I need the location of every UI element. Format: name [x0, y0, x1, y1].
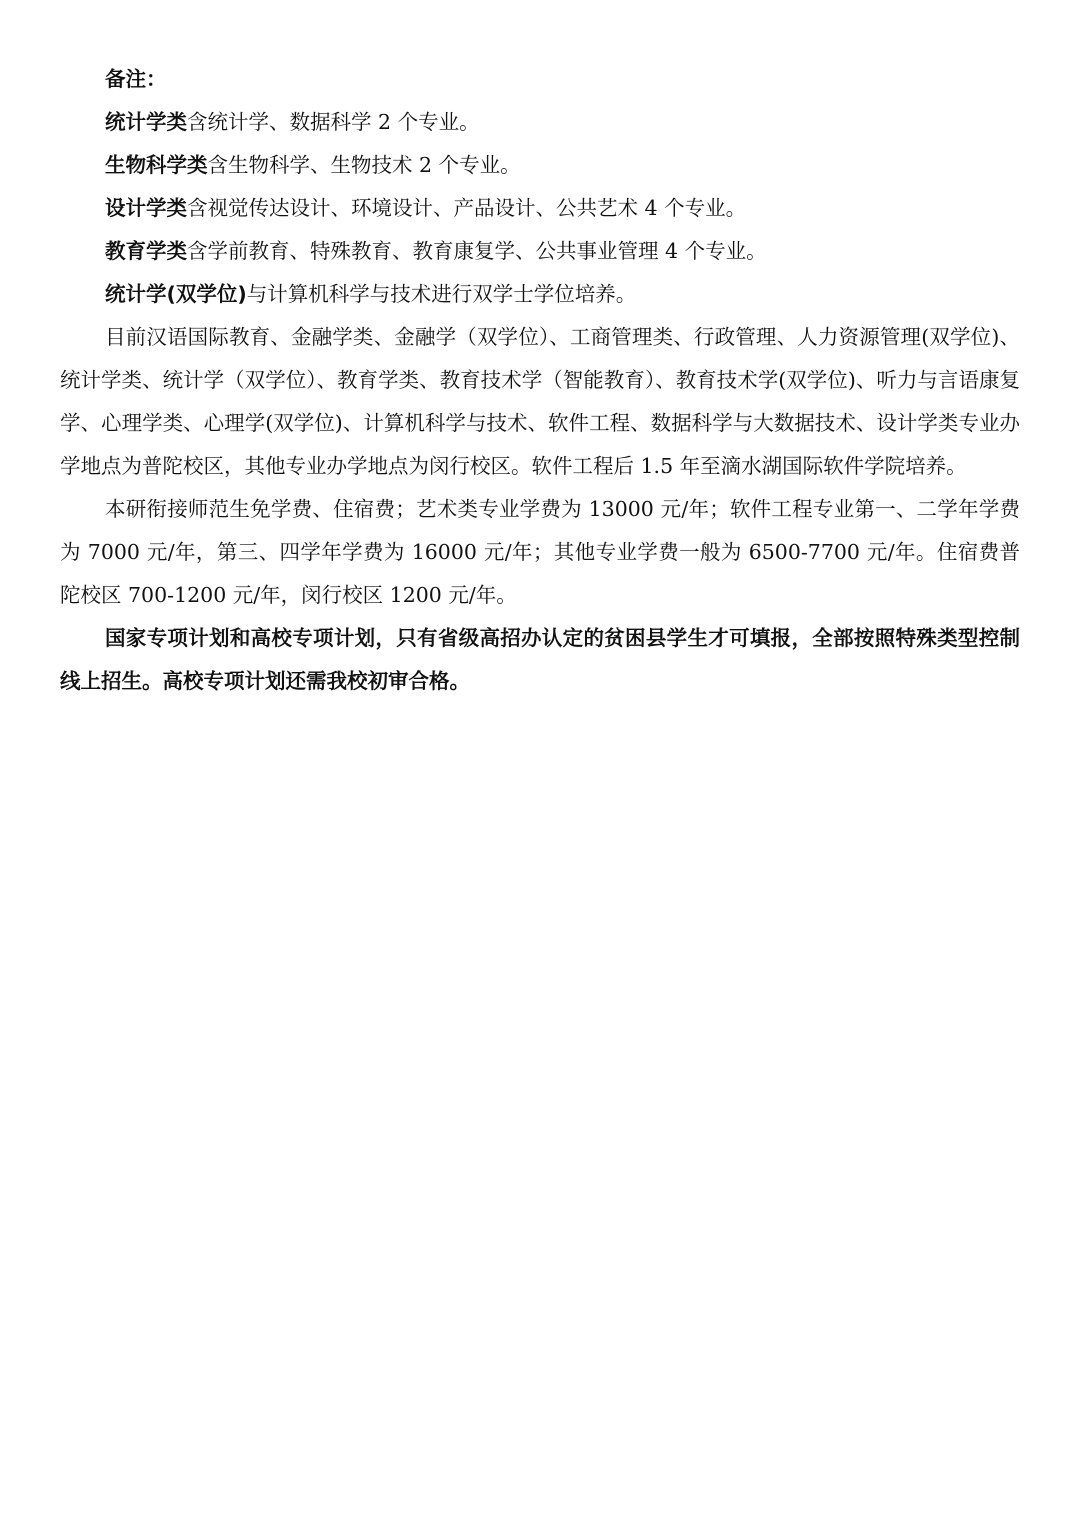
remark-item-bold-label: 统计学(双学位)	[105, 282, 247, 306]
remark-item-text: 含统计学、数据科学 2 个专业。	[187, 110, 480, 134]
remark-item-bold-label: 统计学类	[105, 110, 187, 134]
remarks-title: 备注：	[105, 67, 167, 91]
special-plan-paragraph: 国家专项计划和高校专项计划，只有省级高招办认定的贫困县学生才可填报，全部按照特殊类型控制线上招生。高校专项计划还需我校初审合格。	[60, 626, 1020, 693]
campus-paragraph: 目前汉语国际教育、金融学类、金融学（双学位）、工商管理类、行政管理、人力资源管理(双学位)、统计学类、统计学（双学位）、教育学类、教育技术学（智能教育）、教育技术学(双学位)、听力与言语康复学、心理学类、心理学(双学位)、计算机科学与技术、软件工程、数据科学与大数据技术、设计学类专业办学地点为普陀校区，其他专业办学地点为闵行校区。软件工程后 1.5 年至滴水湖国际软件学院培养。	[60, 325, 1020, 478]
remark-item-text: 含学前教育、特殊教育、教育康复学、公共事业管理 4 个专业。	[187, 239, 767, 263]
remark-item-statistics	[60, 101, 1020, 144]
fee-paragraph: 本研衔接师范生免学费、住宿费；艺术类专业学费为 13000 元/年；软件工程专业第一、二学年学费为 7000 元/年，第三、四学年学费为 16000 元/年；其他专业学费一般为 6500-7700 元/年。住宿费普陀校区 700-1200 元/年，闵行校区 1200 元/年。	[60, 497, 1020, 607]
remark-item-text: 与计算机科学与技术进行双学士学位培养。	[246, 282, 637, 306]
document-page	[60, 58, 1020, 703]
remark-item-biology	[60, 144, 1020, 187]
remark-item-statistics-double-degree	[60, 273, 1020, 316]
remark-item-text: 含视觉传达设计、环境设计、产品设计、公共艺术 4 个专业。	[187, 196, 747, 220]
remark-item-design	[60, 187, 1020, 230]
remark-item-bold-label: 设计学类	[105, 196, 187, 220]
remark-item-text: 含生物科学、生物技术 2 个专业。	[207, 153, 521, 177]
remark-item-education	[60, 230, 1020, 273]
remark-item-bold-label: 教育学类	[105, 239, 187, 263]
remark-item-bold-label: 生物科学类	[105, 153, 208, 177]
